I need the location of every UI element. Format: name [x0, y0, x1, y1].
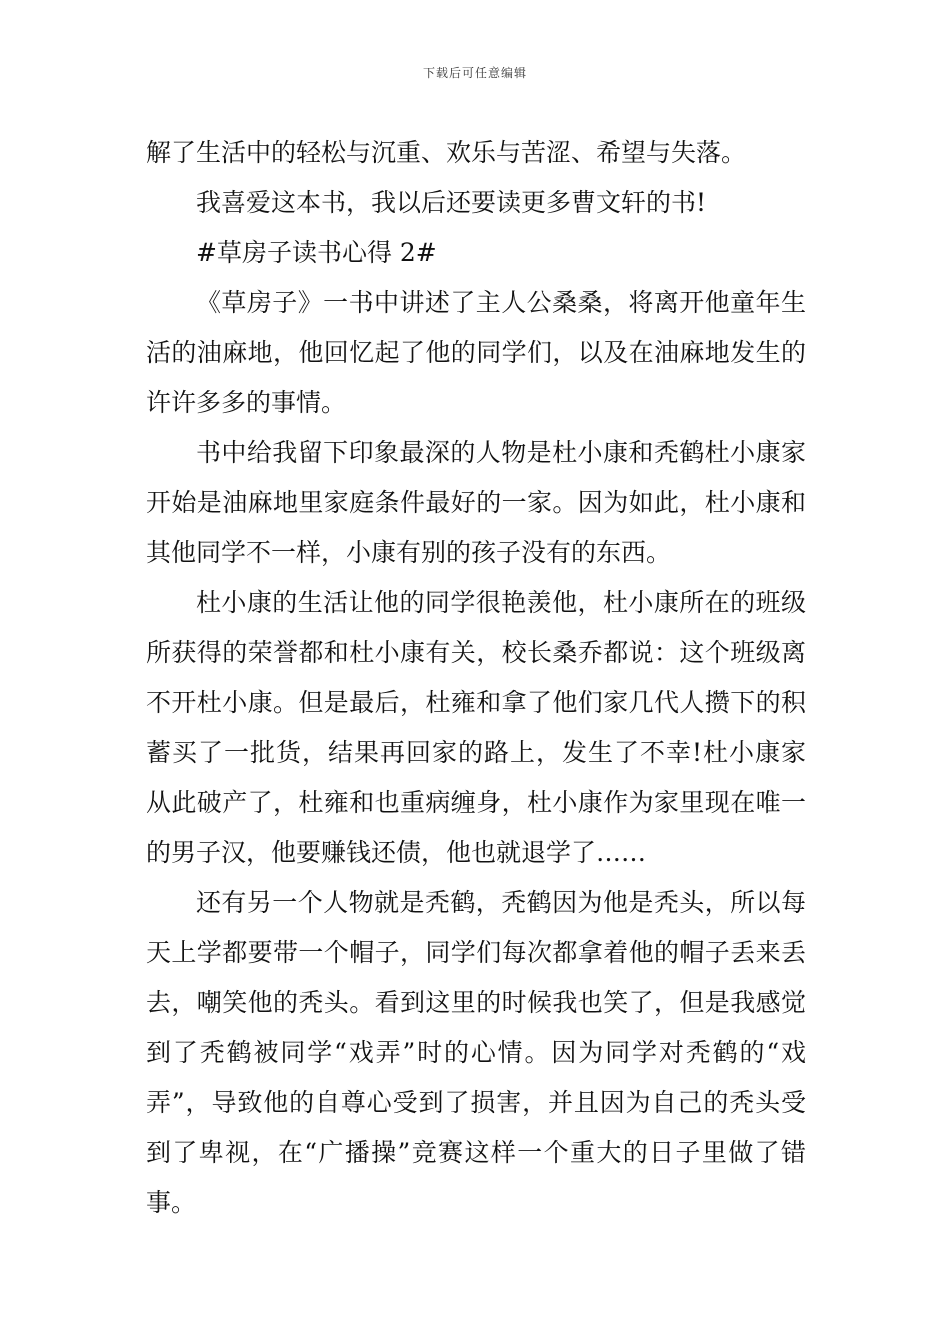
section-heading: #草房子读书心得 2# — [196, 238, 437, 267]
document-body — [146, 128, 806, 1228]
paragraph-intro: 《草房子》一书中讲述了主人公桑桑，将离开他童年生活的油麻地，他回忆起了他的同学们，以及在油麻地发生的许许多多的事情。 — [146, 288, 806, 417]
paragraph-tuhe-story: 还有另一个人物就是秃鹤，秃鹤因为他是秃头，所以每天上学都要带一个帽子，同学们每次都拿着他的帽子丢来丢去，嘲笑他的秃头。看到这里的时候我也笑了，但是我感觉到了秃鹤被同学“戏弄”时的心情。因为同学对秃鹤的“戏弄”，导致他的自尊心受到了损害，并且因为自己的秃头受到了卑视，在“广播操”竞赛这样一个重大的日子里做了错事。 — [146, 888, 806, 1217]
paragraph-du-xiaokang-intro: 书中给我留下印象最深的人物是杜小康和秃鹤杜小康家开始是油麻地里家庭条件最好的一家。因为如此，杜小康和其他同学不一样，小康有别的孩子没有的东西。 — [146, 438, 806, 567]
paragraph-continuation: 解了生活中的轻松与沉重、欢乐与苦涩、希望与失落。 — [146, 138, 747, 167]
paragraph-du-xiaokang-story: 杜小康的生活让他的同学很艳羡他，杜小康所在的班级所获得的荣誉都和杜小康有关，校长桑乔都说：这个班级离不开杜小康。但是最后，杜雍和拿了他们家几代人攒下的积蓄买了一批货，结果再回家的路上，发生了不幸!杜小康家从此破产了，杜雍和也重病缠身，杜小康作为家里现在唯一的男子汉，他要赚钱还债，他也就退学了…… — [146, 588, 806, 867]
paragraph-conclusion: 我喜爱这本书，我以后还要读更多曹文轩的书! — [196, 188, 707, 217]
page-header: 下载后可任意编辑 — [422, 66, 527, 80]
